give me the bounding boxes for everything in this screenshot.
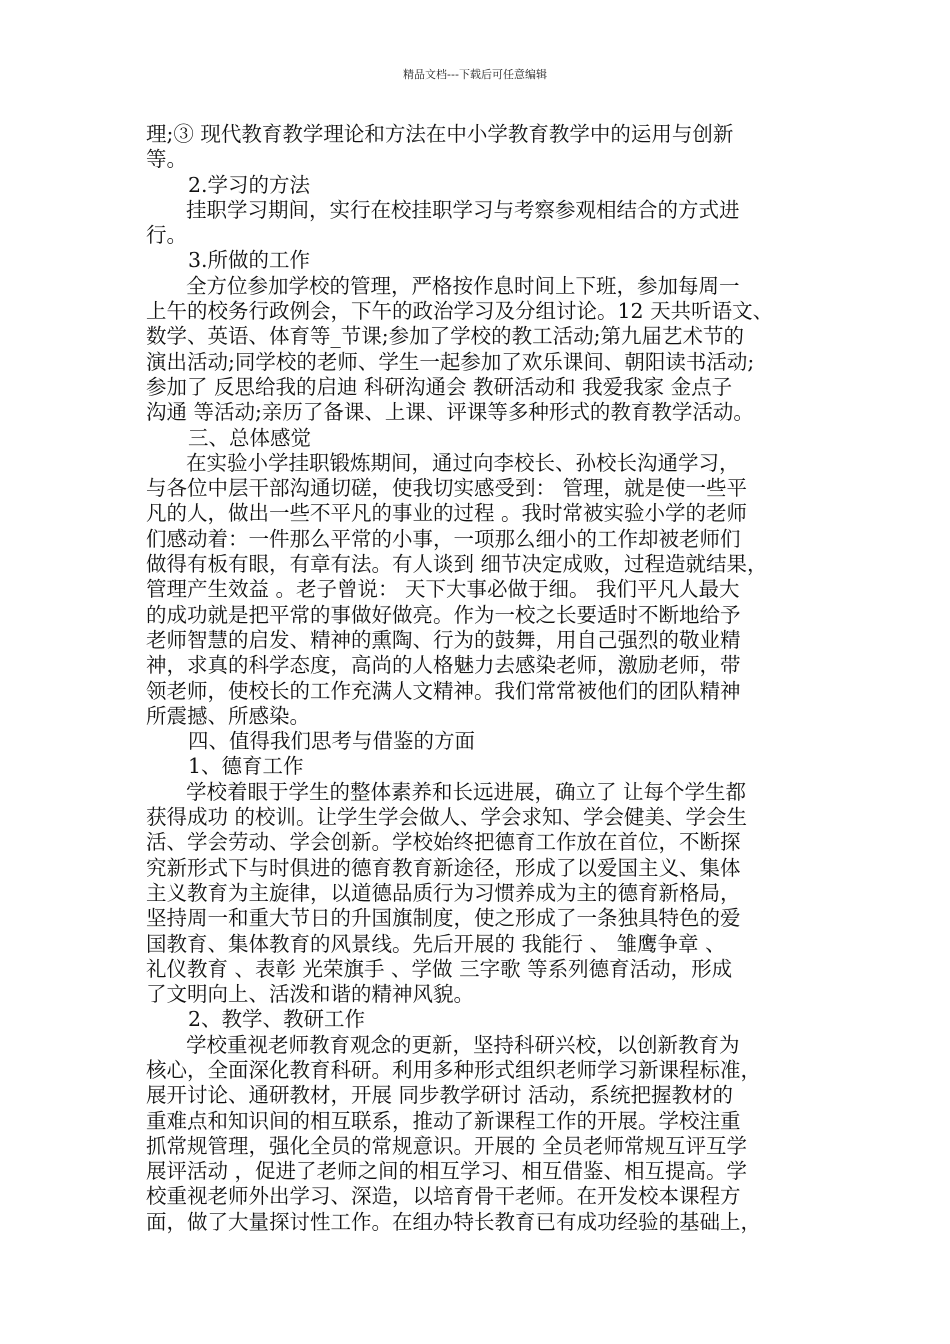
text-line: 三、总体感觉 [188,425,311,450]
text-line: 学校着眼于学生的整体素养和长远进展，确立了 让每个学生都 [186,779,747,804]
text-line: 演出活动;同学校的老师、学生一起参加了欢乐课间、朝阳读书活动; [146,349,755,374]
text-line: 2.学习的方法 [188,172,311,197]
document-body [146,122,836,1235]
text-line: 等。 [146,147,187,172]
text-line: 1、德育工作 [188,754,304,779]
text-line: 重难点和知识间的相互联系，推动了新课程工作的开展。学校注重 [146,1108,741,1133]
text-line: 主义教育为主旋律，以道德品质行为习惯养成为主的德育新格局， [146,880,741,905]
text-line: 所震撼、所感染。 [146,703,310,728]
text-line: 2、教学、教研工作 [188,1007,366,1032]
text-line: 究新形式下与时俱进的德育教育新途径，形成了以爱国主义、集体 [146,855,741,880]
text-line: 上午的校务行政例会，下午的政治学习及分组讨论。12 天共听语文、 [146,299,774,324]
text-line: 们感动着：一件那么平常的小事，一项那么细小的工作却被老师们 [146,526,741,551]
text-line: 挂职学习期间，实行在校挂职学习与考察参观相结合的方式进 [186,197,740,222]
text-line: 获得成功 的校训。让学生学会做人、学会求知、学会健美、学会生 [146,805,748,830]
text-line: 沟通 等活动;亲历了备课、上课、评课等多种形式的教育教学活动。 [146,400,754,425]
text-line: 在实验小学挂职锻炼期间，通过向李校长、孙校长沟通学习， [186,450,740,475]
text-line: 校重视老师外出学习、深造，以培育骨干老师。在开发校本课程方 [146,1184,741,1209]
text-line: 参加了 反思给我的启迪 科研沟通会 教研活动和 我爱我家 金点子 [146,374,733,399]
text-line: 老师智慧的启发、精神的熏陶、行为的鼓舞，用自己强烈的敬业精 [146,627,741,652]
text-line: 神，求真的科学态度，高尚的人格魅力去感染老师，激励老师，带 [146,653,741,678]
text-line: 理;③ 现代教育教学理论和方法在中小学教育教学中的运用与创新 [146,122,734,146]
text-line: 管理产生效益 。老子曾说： 天下大事必做于细。 我们平凡人最大 [146,577,740,602]
text-line: 国教育、集体教育的风景线。先后开展的 我能行 、 雏鹰争章 、 [146,931,726,956]
text-line: 抓常规管理，强化全员的常规意识。开展的 全员老师常规互评互学 [146,1133,748,1158]
text-line: 与各位中层干部沟通切磋，使我切实感受到： 管理，就是使一些平 [146,476,748,501]
text-line: 活、学会劳动、学会创新。学校始终把德育工作放在首位，不断探 [146,830,741,855]
text-line: 做得有板有眼，有章有法。有人谈到 细节决定成败，过程造就结果， [146,552,768,577]
text-line: 学校重视老师教育观念的更新，坚持科研兴校，以创新教育为 [186,1032,740,1057]
text-line: 全方位参加学校的管理，严格按作息时间上下班，参加每周一 [186,273,740,298]
text-line: 礼仪教育 、表彰 光荣旗手 、学做 三字歌 等系列德育活动，形成 [146,956,733,981]
text-line: 坚持周一和重大节日的升国旗制度，使之形成了一条独具特色的爱 [146,906,741,931]
text-line: 了文明向上、活泼和谐的精神风貌。 [146,982,474,1007]
text-line: 3.所做的工作 [188,248,311,273]
page-header: 精品文档---下载后可任意编辑 [403,68,547,81]
text-line: 的成功就是把平常的事做好做亮。作为一校之长要适时不断地给予 [146,602,741,627]
text-line: 展开讨论、通研教材，开展 同步教学研讨 活动，系统把握教材的 [146,1083,734,1108]
text-line: 行。 [146,223,187,248]
text-line: 领老师，使校长的工作充满人文精神。我们常常被他们的团队精神 [146,678,741,703]
text-line: 凡的人，做出一些不平凡的事业的过程 。我时常被实验小学的老师 [146,501,748,526]
text-line: 数学、英语、体育等_节课;参加了学校的教工活动;第九届艺术节的 [146,324,745,349]
text-line: 面，做了大量探讨性工作。在组办特长教育已有成功经验的基础上， [146,1209,761,1234]
text-line: 展评活动 ，促进了老师之间的相互学习、相互借鉴、相互提高。学 [146,1159,748,1184]
text-line: 核心，全面深化教育科研。利用多种形式组织老师学习新课程标准， [146,1057,761,1082]
text-line: 四、值得我们思考与借鉴的方面 [188,729,475,754]
